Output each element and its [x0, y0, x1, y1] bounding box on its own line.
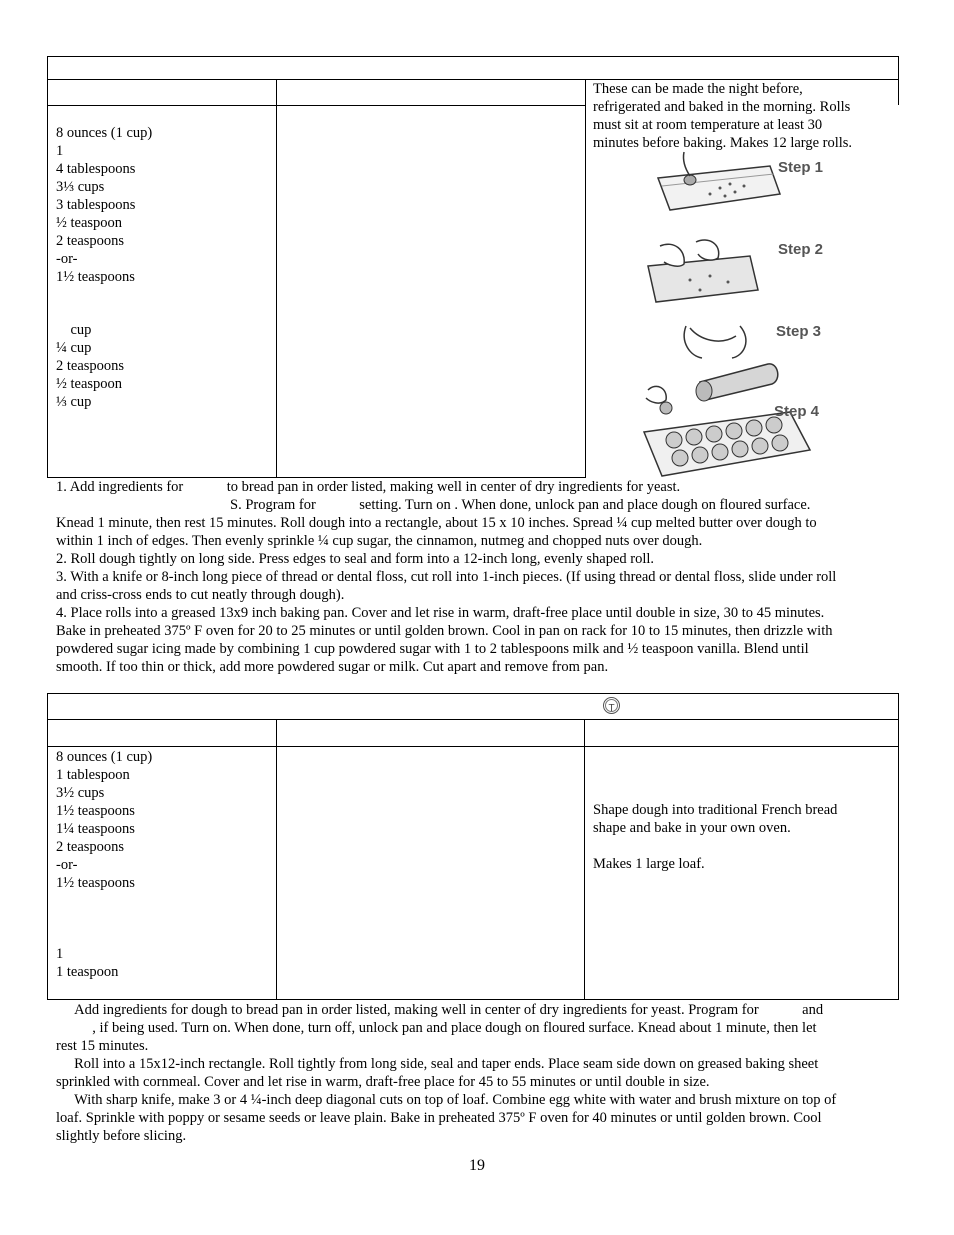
recipe2-column-divider-1	[276, 719, 277, 1000]
recipe1-amounts-a	[56, 124, 152, 286]
ingredient-amount: 3⅓ cups	[56, 179, 105, 195]
direction-line: rest 15 minutes.	[56, 1038, 149, 1054]
recipe1-note-line: minutes before baking. Makes 12 large rolls.	[593, 135, 853, 151]
ingredient-amount: 4 tablespoons	[56, 161, 136, 177]
ingredient-amount: 1½ teaspoons	[56, 875, 135, 891]
direction-line: slightly before slicing.	[56, 1128, 187, 1144]
step-4-label: Step 4	[774, 403, 820, 420]
recipe1-header-divider	[47, 105, 586, 106]
recipe1-amounts-b	[56, 321, 124, 411]
recipe2-column-divider-2	[584, 719, 585, 1000]
step-3-illustration	[684, 323, 821, 401]
step-2-illustration	[648, 240, 823, 302]
recipe2-header-divider	[47, 746, 899, 747]
direction-line: 3. With a knife or 8-inch long piece of thread or dental floss, cut roll into 1-inch pieces. (If using thread or dental floss, slide under roll	[56, 569, 837, 585]
direction-line: smooth. If too thin or thick, add more powdered sugar or milk. Cut apart and remove from pan.	[56, 659, 609, 675]
recipe1-note-line: refrigerated and baked in the morning. Rolls	[593, 99, 851, 115]
recipe2-directions	[56, 1001, 898, 1145]
ingredient-amount: 1 teaspoon	[56, 964, 119, 980]
ingredient-amount: -or-	[56, 857, 78, 873]
direction-line: and criss-cross ends to cut neatly through dough).	[56, 587, 345, 603]
cinnamon-roll-steps-illustration	[640, 150, 830, 478]
direction-line: Roll into a 15x12-inch rectangle. Roll tightly from long side, seal and taper ends. Place seam side down on greased baking sheet	[56, 1056, 819, 1072]
recipe2-yield: Makes 1 large loaf.	[593, 856, 705, 872]
ingredient-amount: 2 teaspoons	[56, 358, 125, 374]
recipe2-amounts-b	[56, 945, 118, 981]
timer-icon-letter: T	[608, 703, 615, 714]
recipe1-note-line: must sit at room temperature at least 30	[593, 117, 823, 133]
ingredient-amount: ⅓ cup	[56, 394, 92, 410]
direction-line: 2. Roll dough tightly on long side. Press edges to seal and form into a 12-inch long, evenly shaped roll.	[56, 551, 655, 567]
step-1-label: Step 1	[778, 159, 824, 176]
direction-line: within 1 inch of edges. Then evenly sprinkle ¼ cup sugar, the cinnamon, nutmeg and chopped nuts over dough.	[56, 533, 703, 549]
ingredient-amount: 3½ cups	[56, 785, 105, 801]
direction-line: S. Program for setting. Turn on . When done, unlock pan and place dough on floured surface.	[56, 497, 811, 513]
recipe1-right-border	[898, 79, 899, 105]
direction-line: Bake in preheated 375º F oven for 20 to 25 minutes or until golden brown. Cool in pan on rack for 10 to 15 minutes, then drizzle with	[56, 623, 833, 639]
ingredient-amount: 2 teaspoons	[56, 233, 125, 249]
direction-line: Add ingredients for dough to bread pan in order listed, making well in center of dry ingredients for yeast. Program for and	[56, 1002, 824, 1018]
recipe2-notes	[593, 801, 893, 873]
ingredient-amount: 8 ounces (1 cup)	[56, 749, 153, 765]
step-2-label: Step 2	[778, 241, 824, 258]
ingredient-amount: ¼ cup	[56, 340, 92, 356]
direction-line: powdered sugar icing made by combining 1 cup powdered sugar with 1 to 2 tablespoons milk and ½ teaspoon vanilla. Blend until	[56, 641, 809, 657]
ingredient-amount: 1	[56, 143, 64, 159]
step-4-illustration	[644, 386, 820, 476]
recipe2-title-divider	[47, 719, 899, 720]
page-number: 19	[469, 1157, 485, 1174]
recipe1-column-divider	[276, 79, 277, 478]
direction-line: Knead 1 minute, then rest 15 minutes. Roll dough into a rectangle, about 15 x 10 inches. Spread ¼ cup melted butter over dough to	[56, 515, 817, 531]
ingredient-amount: 1¼ teaspoons	[56, 821, 135, 837]
ingredient-amount: 1½ teaspoons	[56, 269, 135, 285]
ingredient-amount: cup	[56, 322, 92, 338]
ingredient-amount: -or-	[56, 251, 78, 267]
recipe2-note-line: Shape dough into traditional French bread	[593, 802, 838, 818]
direction-line: sprinkled with cornmeal. Cover and let rise in warm, draft-free place for 45 to 55 minutes or until double in size.	[56, 1074, 710, 1090]
direction-line: With sharp knife, make 3 or 4 ¼-inch deep diagonal cuts on top of loaf. Combine egg white with water and brush mixture on top of	[56, 1092, 837, 1108]
direction-line: 4. Place rolls into a greased 13x9 inch baking pan. Cover and let rise in warm, draft-free place until double in size, 30 to 45 minutes.	[56, 605, 825, 621]
recipe2-amounts-a	[56, 748, 152, 892]
ingredient-amount: 1 tablespoon	[56, 767, 130, 783]
ingredient-amount: 8 ounces (1 cup)	[56, 125, 153, 141]
ingredient-amount: ½ teaspoon	[56, 376, 123, 392]
direction-line: loaf. Sprinkle with poppy or sesame seeds or leave plain. Bake in preheated 375º F oven for 40 minutes or until golden brown. Cool	[56, 1110, 822, 1126]
ingredient-amount: 1½ teaspoons	[56, 803, 135, 819]
recipe1-title-row	[47, 56, 899, 80]
recipe1-directions	[56, 478, 898, 676]
timer-icon	[603, 697, 620, 714]
step-1-illustration	[658, 152, 823, 210]
ingredient-amount: 2 teaspoons	[56, 839, 125, 855]
ingredient-amount: ½ teaspoon	[56, 215, 123, 231]
ingredient-amount: 3 tablespoons	[56, 197, 136, 213]
recipe1-notes	[593, 80, 893, 152]
ingredient-amount: 1	[56, 946, 64, 962]
direction-line: 1. Add ingredients for to bread pan in order listed, making well in center of dry ingredients for yeast.	[56, 479, 681, 495]
step-3-label: Step 3	[776, 323, 822, 340]
direction-line: , if being used. Turn on. When done, turn off, unlock pan and place dough on floured surface. Knead about 1 minute, then let	[56, 1020, 817, 1036]
recipe2-note-line: shape and bake in your own oven.	[593, 820, 791, 836]
recipe1-note-line: These can be made the night before,	[593, 81, 803, 97]
